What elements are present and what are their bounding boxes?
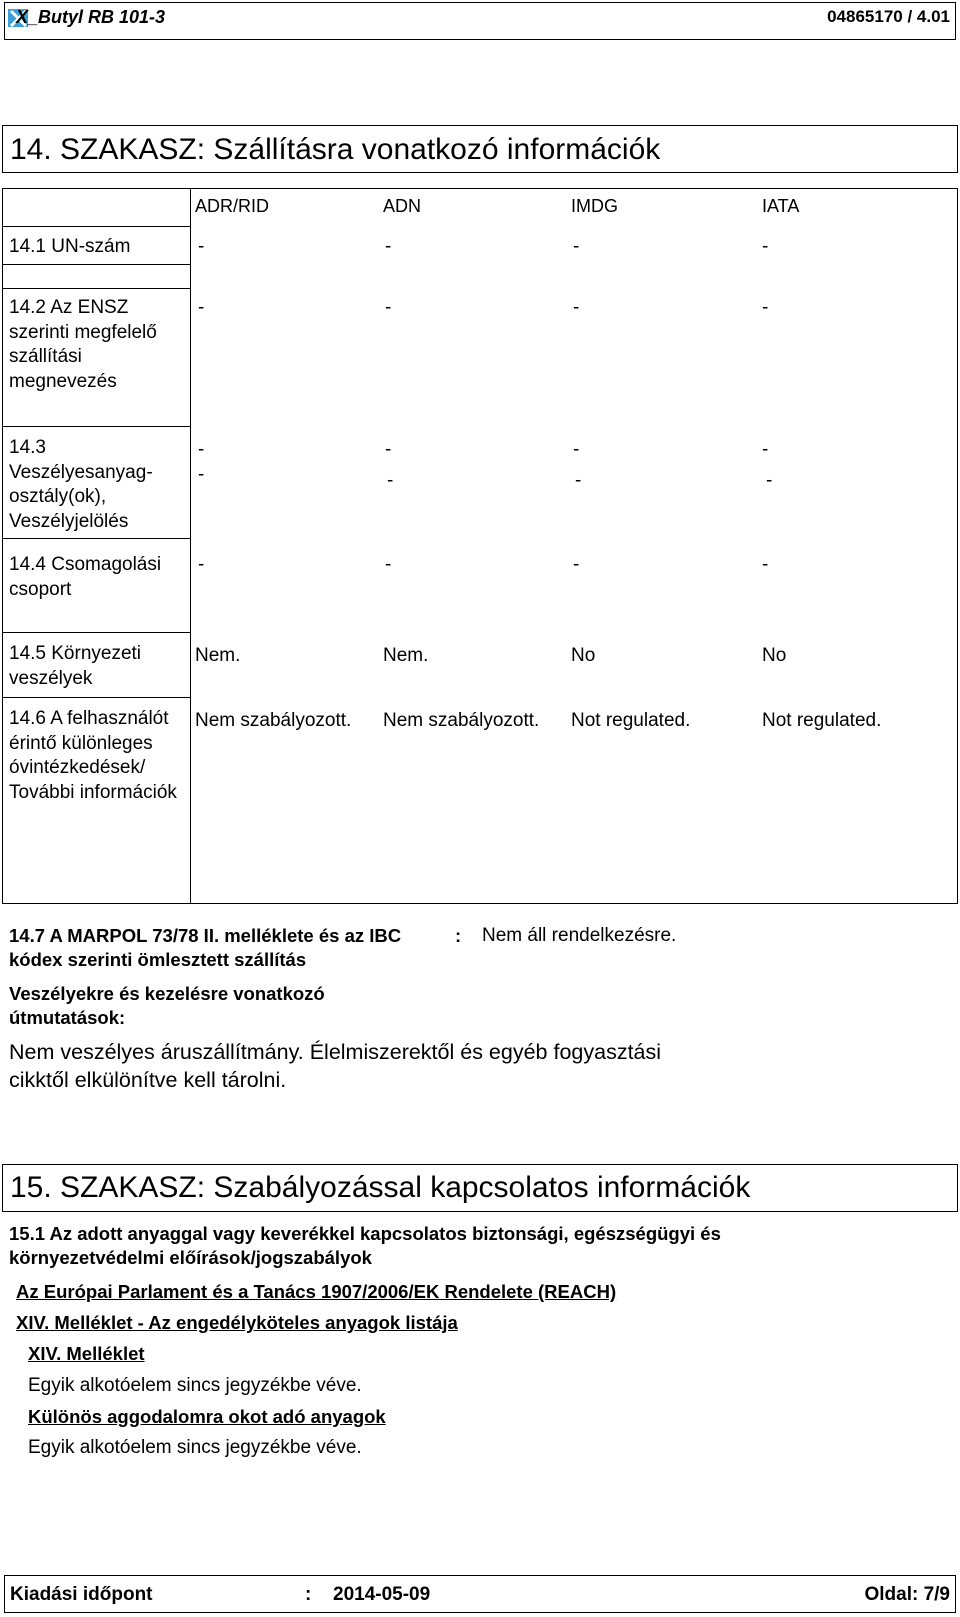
table-cell: - (198, 297, 205, 318)
table-cell: - (573, 554, 580, 575)
table-cell: Nem. (195, 645, 241, 666)
table-divider (190, 188, 191, 904)
column-header-adn: ADN (383, 196, 422, 216)
row-label-hazard-class: 14.3 Veszélyesanyag-osztály(ok), Veszélyjelölés (9, 437, 153, 532)
annex-xiv-text: Egyik alkotóelem sincs jegyzékbe véve. (28, 1375, 362, 1396)
table-cell: - (385, 297, 392, 318)
reach-heading: Az Európai Parlament és a Tanács 1907/2006/EK Rendelete (REACH) (16, 1281, 617, 1302)
row-label-environmental-hazards: 14.5 Környezeti veszélyek (9, 643, 142, 689)
row-separator (2, 697, 190, 698)
row-label-packing-group: 14.4 Csomagolási csoport (9, 554, 162, 600)
table-cell: - (762, 297, 769, 318)
guidance-label: Veszélyekre és kezelésre vonatkozó útmutatások: (9, 983, 325, 1028)
table-cell: Not regulated. (762, 710, 882, 731)
annex-xiv-list-heading: XIV. Melléklet - Az engedélyköteles anyagok listája (16, 1312, 458, 1333)
document-code: 04865170 / 4.01 (827, 7, 950, 26)
issue-date: 2014-05-09 (333, 1584, 431, 1605)
page-number: Oldal: 7/9 (864, 1584, 950, 1605)
table-cell: - (198, 236, 205, 257)
guidance-text: Nem veszélyes áruszállítmány. Élelmiszerektől és egyéb fogyasztási cikktől elkülönítve kell tárolni. (9, 1040, 662, 1092)
row-label-un-number: 14.1 UN-szám (9, 236, 131, 257)
table-cell: No (762, 645, 787, 666)
issue-date-colon: : (305, 1584, 312, 1605)
section-15-title: 15. SZAKASZ: Szabályozással kapcsolatos információk (10, 1171, 751, 1204)
table-cell: - (198, 464, 205, 485)
column-header-adr-rid: ADR/RID (195, 196, 270, 216)
row-separator (2, 288, 190, 289)
table-cell: Nem. (383, 645, 429, 666)
svhc-text: Egyik alkotóelem sincs jegyzékbe véve. (28, 1437, 362, 1458)
annex-xiv-heading: XIV. Melléklet (28, 1343, 145, 1364)
table-cell: - (385, 236, 392, 257)
table-cell: - (766, 470, 773, 491)
table-cell: - (387, 470, 394, 491)
table-cell: - (762, 439, 769, 460)
marpol-colon: : (455, 925, 462, 946)
row-separator (2, 226, 190, 227)
column-header-iata: IATA (762, 196, 800, 216)
section-14-title: 14. SZAKASZ: Szállításra vonatkozó információk (10, 133, 661, 166)
row-separator (2, 632, 190, 633)
marpol-value: Nem áll rendelkezésre. (482, 925, 677, 946)
table-cell: Nem szabályozott. (195, 710, 352, 731)
table-cell: - (198, 554, 205, 575)
table-cell: - (573, 297, 580, 318)
table-cell: - (385, 439, 392, 460)
table-cell: Not regulated. (571, 710, 691, 731)
marpol-label: 14.7 A MARPOL 73/78 II. melléklete és az IBC kódex szerinti ömlesztett szállítás (9, 925, 402, 970)
svhc-heading: Különös aggodalomra okot adó anyagok (28, 1406, 386, 1427)
row-separator (2, 426, 190, 427)
table-cell: - (385, 554, 392, 575)
product-name: X_Butyl RB 101-3 (16, 7, 166, 27)
column-header-imdg: IMDG (571, 196, 618, 216)
table-cell: Nem szabályozott. (383, 710, 540, 731)
table-cell: - (198, 439, 205, 460)
row-separator (2, 264, 190, 265)
issue-date-label: Kiadási időpont (10, 1584, 153, 1605)
row-separator (2, 538, 190, 539)
row-label-shipping-name: 14.2 Az ENSZ szerinti megfelelő szállítási megnevezés (9, 297, 157, 392)
table-cell: - (762, 236, 769, 257)
subsection-15-1: 15.1 Az adott anyaggal vagy keverékkel kapcsolatos biztonsági, egészségügyi és környezetvédelmi előírások/jogszabályok (9, 1223, 721, 1268)
table-cell: - (573, 236, 580, 257)
row-label-special-precautions: 14.6 A felhasználót érintő különleges óvintézkedések/ További információk (9, 708, 177, 803)
table-cell: - (573, 439, 580, 460)
table-cell: - (762, 554, 769, 575)
table-cell: No (571, 645, 596, 666)
table-cell: - (575, 470, 582, 491)
